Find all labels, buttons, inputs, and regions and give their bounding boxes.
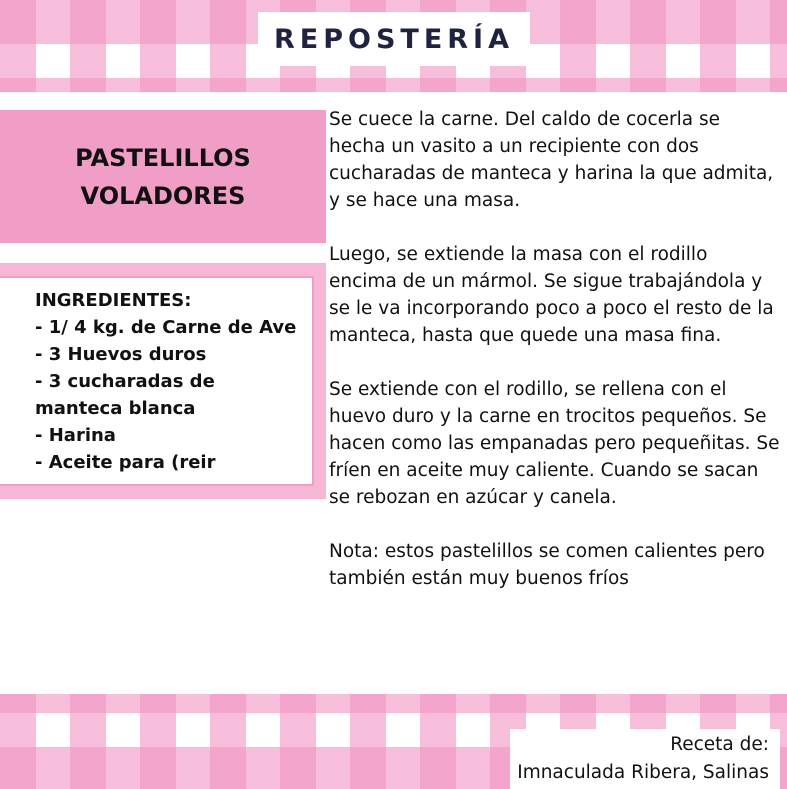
instruction-paragraph: Se cuece la carne. Del caldo de cocerla se hecha un vasito a un recipiente con dos cucharadas de manteca y harina la que admita, y se hace una masa. [329,109,774,211]
recipe-title-box [0,110,326,243]
note-paragraph: Nota: estos pastelillos se comen calientes pero también están muy buenos fríos [329,541,765,589]
ingredient-item: - 1/ 4 kg. de Carne de Ave [35,317,297,338]
recipe-credit [517,731,769,787]
ingredients-heading: INGREDIENTES: [35,290,192,311]
ingredient-item: - Aceite para (reir [35,452,216,473]
section-title: REPOSTERÍA [273,23,514,55]
credit-label: Receta de: [670,734,769,755]
recipe-title-line-2: VOLADORES [80,181,246,210]
section-title-plate [258,12,530,66]
ingredient-item: - Harina [35,425,116,446]
ingredients-list [35,287,320,476]
ingredient-item: manteca blanca [35,398,196,419]
instructions [329,106,781,619]
recipe-title-line-1: PASTELILLOS [75,143,251,172]
credit-author: Imnaculada Ribera, Salinas [517,762,769,783]
ingredient-item: - 3 Huevos duros [35,344,207,365]
instruction-paragraph: Luego, se extiende la masa con el rodillo encima de un mármol. Se sigue trabajándola y se le va incorporando poco a poco el resto de la manteca, hasta que quede una masa fina. [329,244,774,346]
instruction-paragraph: Se extiende con el rodillo, se rellena con el huevo duro y la carne en trocitos pequeños. Se hacen como las empanadas pero pequeñitas. Se fríen en aceite muy caliente. Cuando se sacan se rebozan en azúcar y canela. [329,379,780,508]
ingredient-item: - 3 cucharadas de [35,371,215,392]
